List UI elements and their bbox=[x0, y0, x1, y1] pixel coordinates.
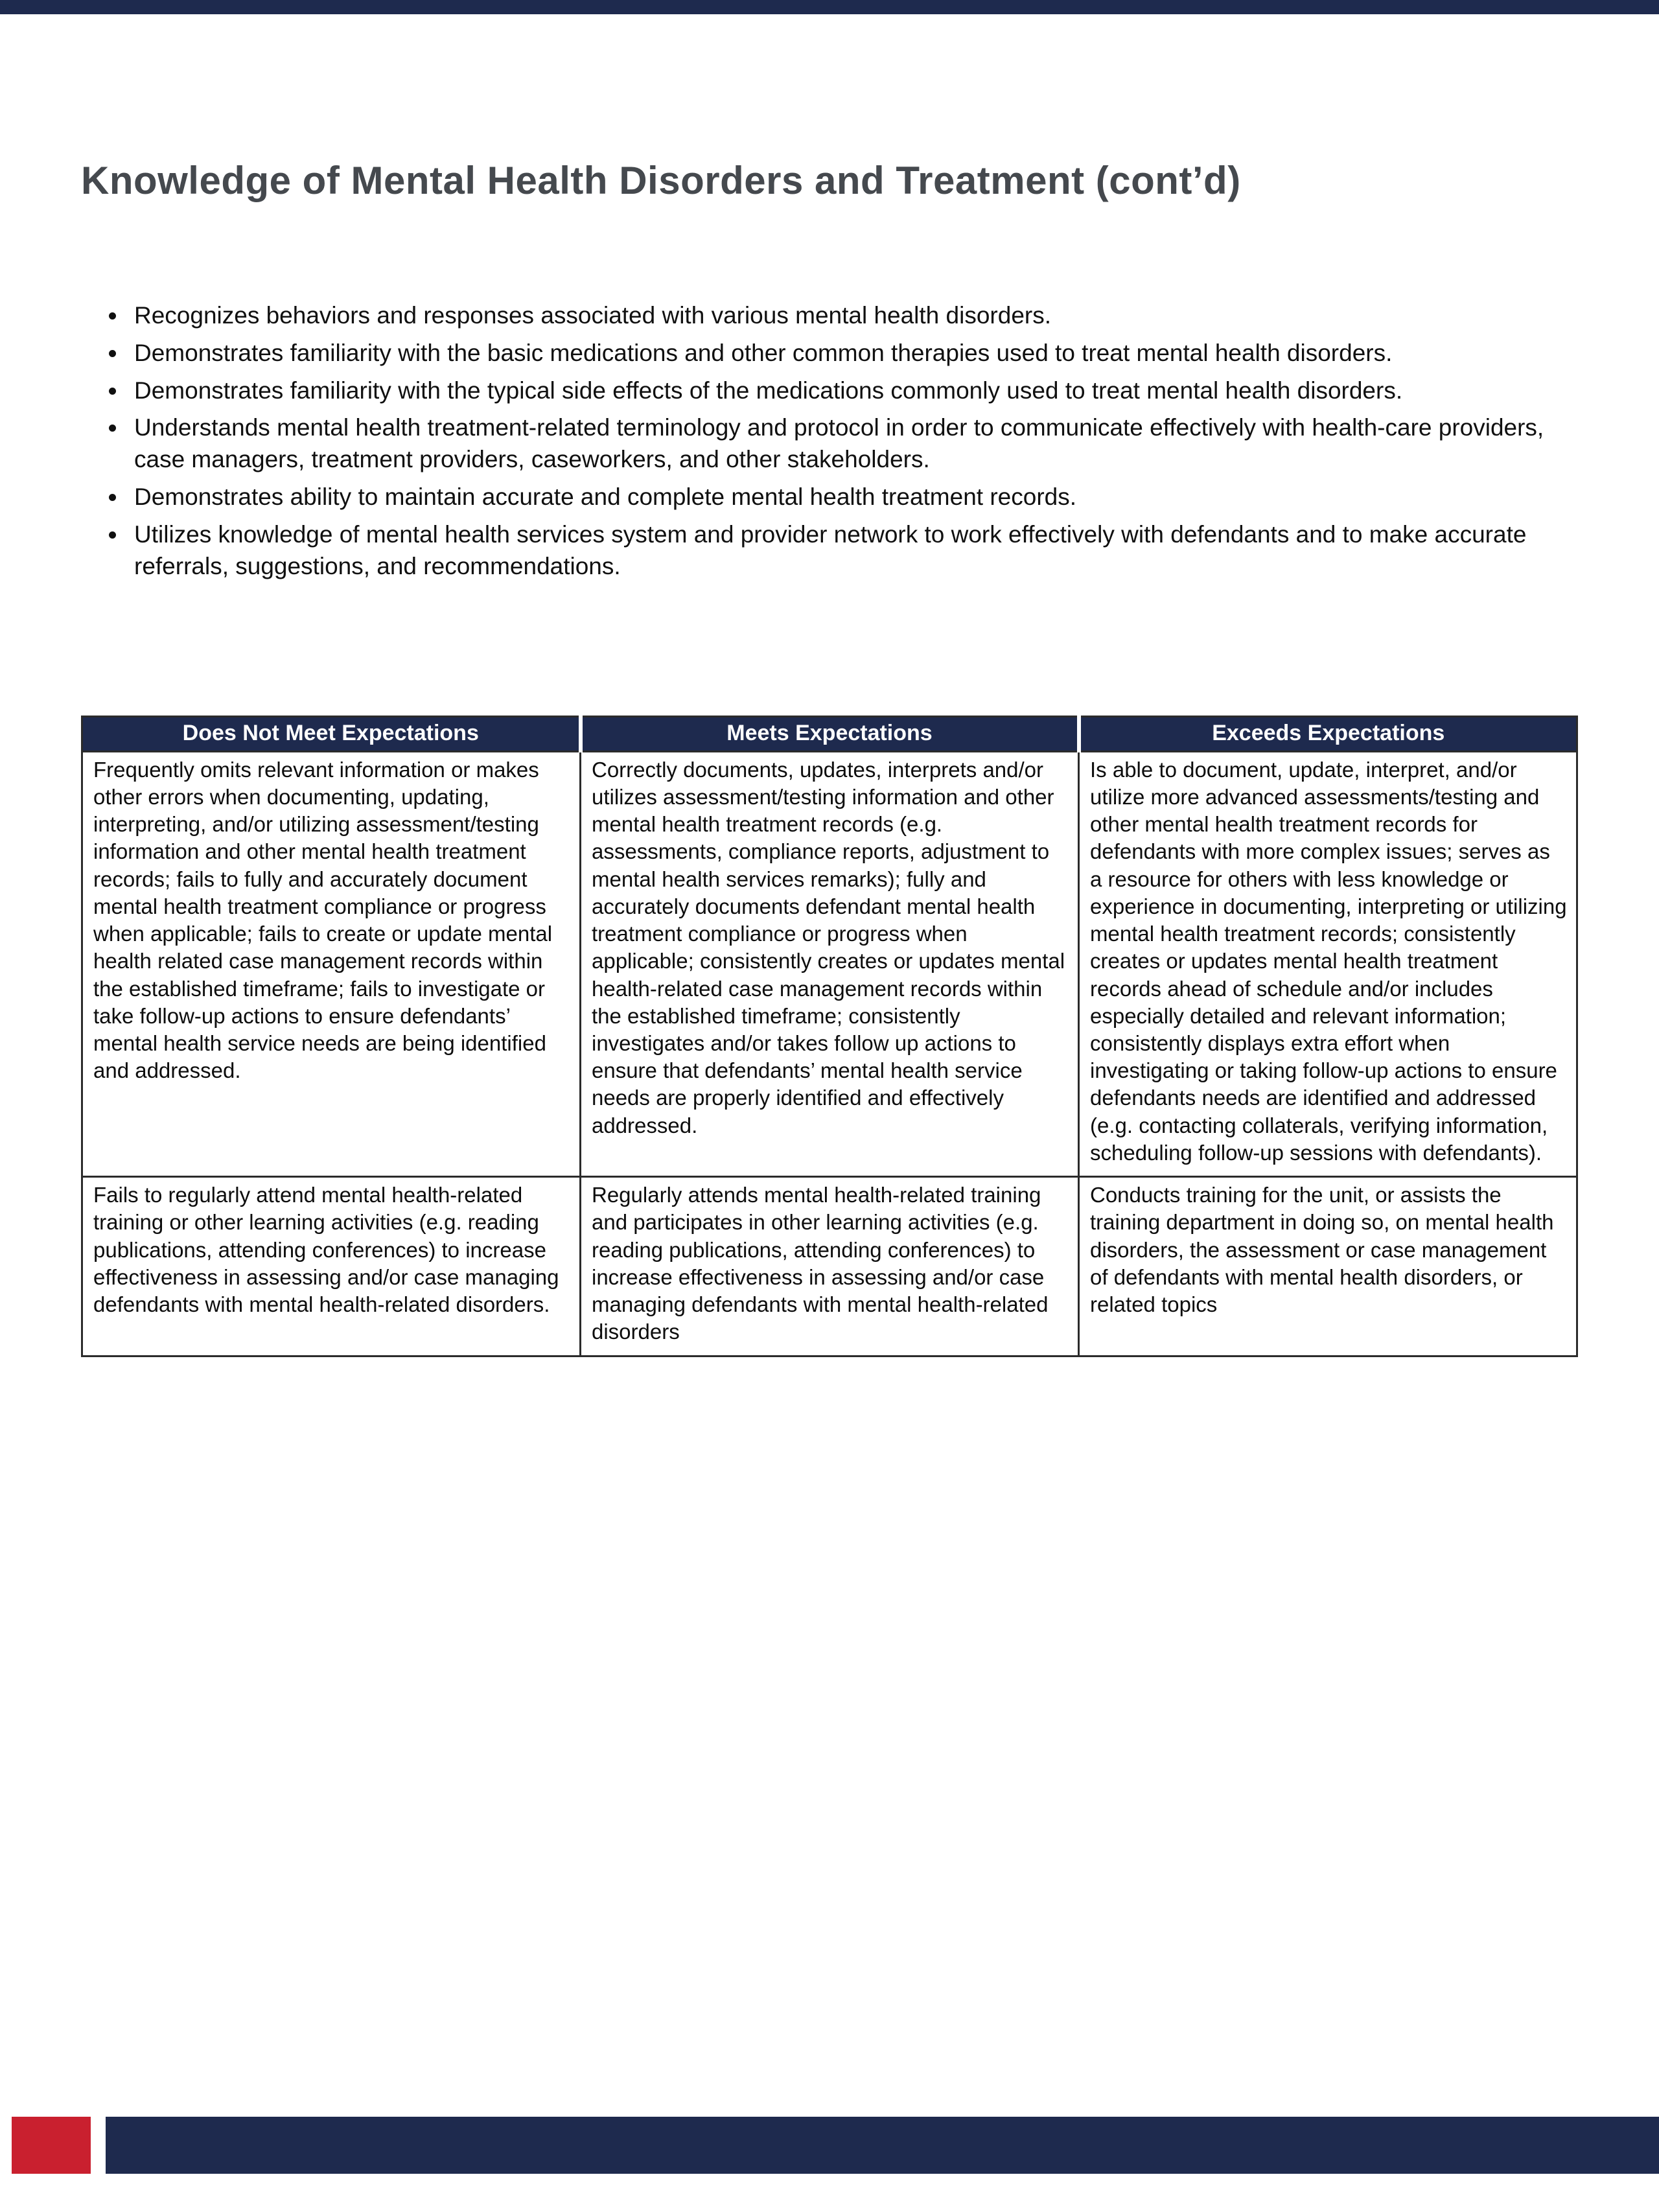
bullet-item: • Understands mental health treatment-related terminology and protocol in order to communicate effectively with health-care providers, case managers, treatment providers, caseworkers, and other stakeholders. bbox=[128, 412, 1578, 476]
table-row bbox=[82, 751, 1577, 1177]
header-exceeds-expectations: Exceeds Expectations bbox=[1079, 716, 1577, 751]
page-footer bbox=[0, 2117, 1659, 2174]
rubric-table-container bbox=[81, 716, 1578, 1357]
rubric-header-row bbox=[82, 716, 1577, 751]
footer-red-block bbox=[12, 2117, 91, 2174]
header-meets-expectations: Meets Expectations bbox=[581, 716, 1079, 751]
table-row bbox=[82, 1177, 1577, 1356]
table-cell-row2-does-not-meet: Fails to regularly attend mental health-related training or other learning activities (e.g. reading publications, attending conferences) to increase effectiveness in assessing and/or case managing defendants with mental health-related disorders. bbox=[82, 1177, 581, 1356]
bullet-item: • Utilizes knowledge of mental health services system and provider network to work effectively with defendants and to make accurate referrals, suggestions, and recommendations. bbox=[128, 519, 1578, 583]
bullet-item: • Demonstrates familiarity with the typical side effects of the medications commonly used to treat mental health disorders. bbox=[128, 375, 1578, 407]
header-does-not-meet-expectations: Does Not Meet Expectations bbox=[82, 716, 581, 751]
table-cell-row1-meets: Correctly documents, updates, interprets and/or utilizes assessment/testing information and other mental health treatment records (e.g. assessments, compliance reports, adjustment to mental health services remarks); fully and accurately documents defendant mental health treatment compliance or progress when applicable; consistently creates or updates mental health-related case management records within the established timeframe; consistently investigates and/or takes follow up actions to ensure that defendants’ mental health service needs are properly identified and effectively addressed. bbox=[581, 751, 1079, 1177]
bullet-item: • Demonstrates ability to maintain accurate and complete mental health treatment records. bbox=[128, 482, 1578, 513]
page-content bbox=[81, 0, 1578, 1357]
competency-bullet-list bbox=[81, 300, 1578, 583]
table-cell-row2-meets: Regularly attends mental health-related training and participates in other learning activities (e.g. reading publications, attending conferences) to increase effectiveness in assessing and/or case managing defendants with mental health-related disorders bbox=[581, 1177, 1079, 1356]
expectations-rubric-table bbox=[81, 716, 1578, 1357]
table-cell-row1-does-not-meet: Frequently omits relevant information or makes other errors when documenting, updating, interpreting, and/or utilizing assessment/testing information and other mental health treatment records; fails to fully and accurately document mental health treatment compliance or progress when applicable; fails to create or update mental health related case management records within the established timeframe; fails to investigate or take follow-up actions to ensure defendants’ mental health service needs are being identified and addressed. bbox=[82, 751, 581, 1177]
table-cell-row1-exceeds: Is able to document, update, interpret, and/or utilize more advanced assessments/testing and other mental health treatment records for defendants with more complex issues; serves as a resource for others with less knowledge or experience in documenting, interpreting or utilizing mental health treatment records; consistently creates or updates mental health treatment records ahead of schedule and/or includes especially detailed and relevant information; consistently displays extra effort when investigating or taking follow-up actions to ensure defendants needs are identified and addressed (e.g. contacting collaterals, verifying information, scheduling follow-up sessions with defendants). bbox=[1079, 751, 1577, 1177]
page-title: Knowledge of Mental Health Disorders and Treatment (cont’d) bbox=[81, 159, 1241, 202]
bullet-item: • Recognizes behaviors and responses associated with various mental health disorders. bbox=[128, 300, 1578, 332]
footer-navy-bar bbox=[106, 2117, 1659, 2174]
table-cell-row2-exceeds: Conducts training for the unit, or assists the training department in doing so, on mental health disorders, the assessment or case management of defendants with mental health disorders, or related topics bbox=[1079, 1177, 1577, 1356]
bullet-item: • Demonstrates familiarity with the basic medications and other common therapies used to treat mental health disorders. bbox=[128, 338, 1578, 369]
